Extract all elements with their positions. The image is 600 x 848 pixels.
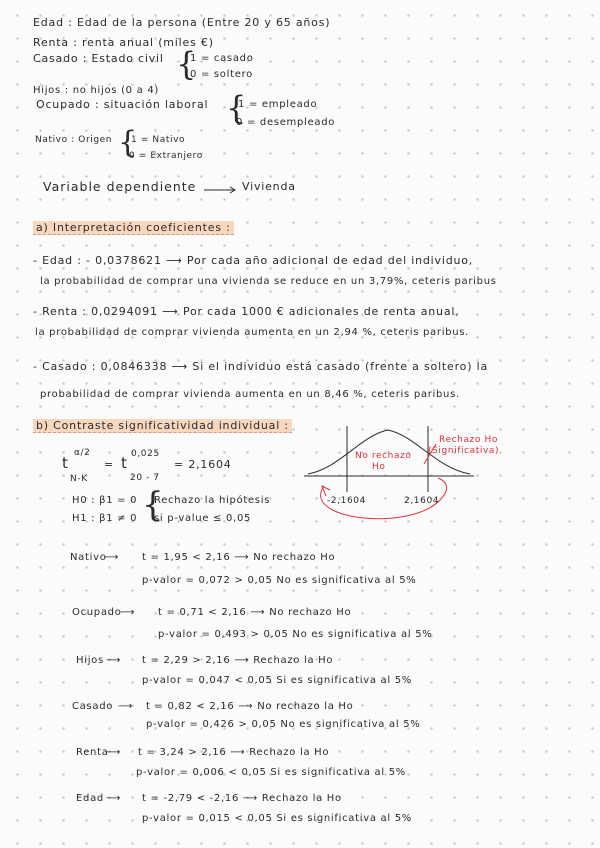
test-hijos-var: Hijos — [76, 655, 104, 666]
section-b-title-text: b) Contraste significatividad individual : — [33, 419, 292, 433]
h0: H0 : β1 = 0 — [72, 495, 138, 506]
test-ocupado-p: p-valor = 0,493 > 0,05 No es significativa al 5% — [158, 629, 433, 640]
def-casado-label: Casado : Estado civil — [33, 52, 164, 65]
def-casado-0: 0 = soltero — [190, 69, 253, 80]
def-ocupado-label: Ocupado : situación laboral — [36, 98, 209, 111]
section-a-title — [33, 221, 234, 235]
interp-casado-2: probabilidad de comprar vivienda aumenta en un 8,46 %, ceteris paribus. — [40, 389, 460, 400]
test-ocupado-arrow: ⟶ — [120, 607, 136, 618]
def-ocupado-0: 0 = desempleado — [236, 117, 336, 128]
hypothesis-brace: { — [142, 485, 164, 525]
reject-label-2: (Significativa) — [428, 446, 500, 456]
test-ocupado-var: Ocupado — [72, 607, 122, 618]
no-reject-label-2: Ho — [372, 462, 386, 472]
def-renta: Renta : renta anual (miles €) — [33, 36, 214, 49]
test-edad-var: Edad — [76, 793, 104, 804]
interp-edad-1: - Edad : - 0,0378621 ⟶ Por cada año adicional de edad del individuo, — [33, 254, 474, 267]
def-edad: Edad : Edad de la persona (Entre 20 y 65 años) — [33, 16, 331, 29]
test-nativo-arrow: ⟶ — [104, 552, 120, 563]
t-value: = 2,1604 — [174, 458, 232, 471]
test-edad-t: t = -2,79 < -2,16 ⟶ Rechazo la Ho — [142, 793, 342, 804]
dependent-value: Vivienda — [242, 180, 296, 193]
def-casado-1: 1 = casado — [190, 53, 254, 64]
casado-brace: { — [176, 45, 197, 83]
test-edad-p: p-valor = 0,015 < 0,05 Si es significativa al 5% — [142, 813, 412, 824]
reject-label: Rechazo Ho — [439, 435, 498, 445]
def-nativo-0: 0 = Extranjero — [129, 151, 203, 161]
interp-casado-1: - Casado : 0,0846338 ⟶ Si el individuo está casado (frente a soltero) la — [33, 360, 488, 373]
t-sub2: 20 - 7 — [130, 473, 160, 483]
test-ocupado-t: t = 0,71 < 2,16 ⟶ No rechazo Ho — [158, 607, 352, 618]
t-left: t — [62, 454, 69, 472]
t-sub: N-K — [70, 474, 88, 484]
test-hijos-p: p-valor = 0,047 < 0,05 Si es significativa al 5% — [142, 675, 412, 686]
section-a-title-text: a) Interpretación coeficientes : — [33, 221, 234, 235]
test-casado-arrow: ⟶ — [118, 701, 134, 712]
def-nativo-1: 1 = Nativo — [131, 135, 186, 145]
reject-rule: Rechazo la hipótesis — [154, 495, 271, 506]
test-hijos-arrow: ⟶ — [106, 655, 122, 666]
test-renta-p: p-valor = 0,006 < 0,05 Si es significativa al 5% — [136, 767, 406, 778]
no-reject-label: No rechazo — [355, 451, 412, 461]
test-renta-t: t = 3,24 > 2,16 ⟶ Rechazo la Ho — [138, 747, 330, 758]
test-nativo-var: Nativo — [70, 552, 107, 563]
test-nativo-p: p-valor = 0,072 > 0,05 No es significativa al 5% — [142, 575, 417, 586]
t-sup2: 0,025 — [131, 449, 160, 459]
dependent-variable: Variable dependiente — [43, 179, 197, 194]
left-critical-value: -2,1604 — [327, 496, 366, 506]
test-casado-t: t = 0,82 < 2,16 ⟶ No rechazo la Ho — [146, 701, 354, 712]
def-hijos: Hijos : no hijos (0 a 4) — [33, 85, 159, 96]
def-nativo-label: Nativo : Origen — [35, 135, 113, 145]
test-casado-var: Casado — [72, 701, 114, 712]
h1: H1 : β1 ≠ 0 — [72, 513, 138, 524]
dependent-arrow — [204, 186, 238, 194]
test-hijos-t: t = 2,29 > 2,16 ⟶ Rechazo la Ho — [142, 655, 334, 666]
t-sup: α/2 — [74, 448, 91, 458]
right-critical-value: 2,1604 — [404, 496, 440, 506]
interp-renta-2: la probabilidad de comprar vivienda aumenta en un 2,94 %, ceteris paribus. — [35, 327, 470, 338]
test-nativo-t: t = 1,95 < 2,16 ⟶ No rechazo Ho — [142, 552, 336, 563]
t-mid: t — [121, 454, 128, 472]
test-renta-var: Renta — [76, 747, 109, 758]
nativo-brace: { — [118, 125, 138, 160]
interp-renta-1: - Renta : 0,0294091 ⟶ Por cada 1000 € adicionales de renta anual, — [33, 305, 460, 318]
def-ocupado-1: 1 = empleado — [238, 99, 318, 110]
test-edad-arrow: ⟶ — [106, 793, 122, 804]
test-casado-p: p-valor = 0,426 > 0,05 No es significativa al 5% — [146, 719, 421, 730]
reject-rule-2: si p-value ≤ 0,05 — [154, 513, 252, 524]
interp-edad-2: la probabilidad de comprar una vivienda se reduce en un 3,79%, ceteris paribus — [40, 276, 497, 287]
test-renta-arrow: ⟶ — [106, 747, 122, 758]
ocupado-brace: { — [226, 89, 247, 127]
section-b-title — [33, 419, 292, 433]
t-equals: = — [104, 458, 115, 471]
